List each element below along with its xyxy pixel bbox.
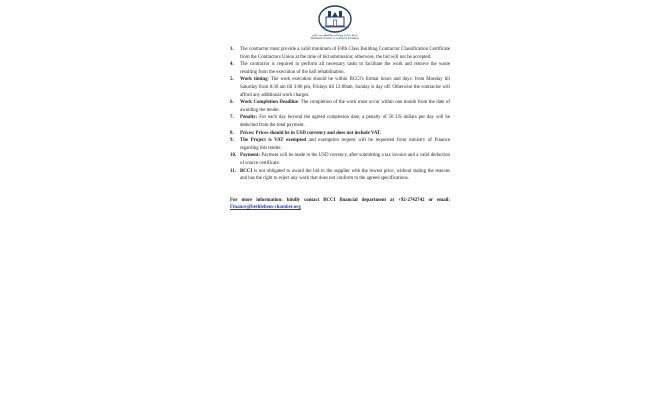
- term-item: [230, 99, 450, 114]
- term-item: [230, 61, 450, 76]
- term-item: [230, 130, 450, 138]
- term-item: [230, 137, 450, 152]
- logo-english-text: Bethlehem Chamber of Commerce & Industry: [310, 37, 360, 40]
- term-number: 7.: [230, 115, 234, 121]
- term-number: 11.: [230, 168, 236, 174]
- term-item: [230, 152, 450, 167]
- bcci-logo: [310, 4, 360, 46]
- term-text: Payment will be made in the USD currency, after submitting a tax invoice and a valid deduction of source certificate.: [240, 153, 450, 166]
- term-heading: Prices: Prices should be in USD currency and does not include VAT.: [240, 130, 382, 136]
- term-number: 9.: [230, 138, 234, 144]
- term-heading: Work Completion Deadline: [240, 100, 298, 106]
- term-item: [230, 114, 450, 129]
- term-item: [230, 46, 450, 61]
- term-text: is not obligated to award the bid to the supplier with the lowest price, without stating the reasons and has the right to reject any work that does not conform to the agreed specifications.: [240, 168, 450, 182]
- term-number: 6.: [230, 100, 234, 106]
- term-number: 4.: [230, 62, 234, 68]
- term-text: and exemption request will be requested from ministry of Finance regarding this tender.: [240, 138, 450, 151]
- term-heading: Penalty:: [240, 115, 258, 121]
- terms-content: [230, 46, 450, 217]
- term-text: The contractor must provide a valid minimum of Fifth Class Building Contractor Classification Certificate from the Contractors Union at the time of bid submission; otherwise, the bid will not be accepted.: [240, 47, 450, 60]
- contact-text: For more information: kindly contact BCCI financial department at +92-2742742 or email:: [230, 197, 450, 203]
- term-number: 10.: [230, 153, 237, 159]
- term-number: 8.: [230, 130, 234, 136]
- term-text: : The completion of the work must occur within one month from the date of awarding the tender.: [240, 100, 450, 113]
- term-item: [230, 76, 450, 99]
- term-item: [230, 168, 450, 183]
- term-heading: Payment:: [240, 153, 261, 159]
- chamber-emblem-icon: [317, 4, 353, 34]
- term-heading: Work timing: [240, 77, 268, 83]
- logo-arabic-text: غرفة تجارة وصناعة محافظة بيت لحم: [312, 33, 358, 37]
- terms-list: [230, 46, 450, 183]
- term-number: 5.: [230, 77, 234, 83]
- term-text: The contractor is required to perform all necessary tasks to facilitate the work and remove the waste resulting from the execution of the hall rehabilitation.: [240, 62, 450, 75]
- term-heading: BCCI: [240, 168, 253, 174]
- term-number: 3.: [230, 47, 234, 52]
- term-text: For each day beyond the agreed completion date, a penalty of 50 US dollars per day will be deducted from the total payment.: [240, 115, 450, 128]
- term-heading: The Project is VAT exempted: [240, 138, 307, 144]
- finance-email-link[interactable]: Finance@bethlehem-chamber.org: [230, 205, 301, 211]
- term-text: : The work execution should be within BCCI's formal hours and days: from Monday till Saturday from 8:30 am till 3:00 pm, Fridays till 12:00am, Sunday is day off. Otherwise the contractor will afford any additional work charges.: [240, 77, 451, 98]
- contact-info: [230, 197, 450, 212]
